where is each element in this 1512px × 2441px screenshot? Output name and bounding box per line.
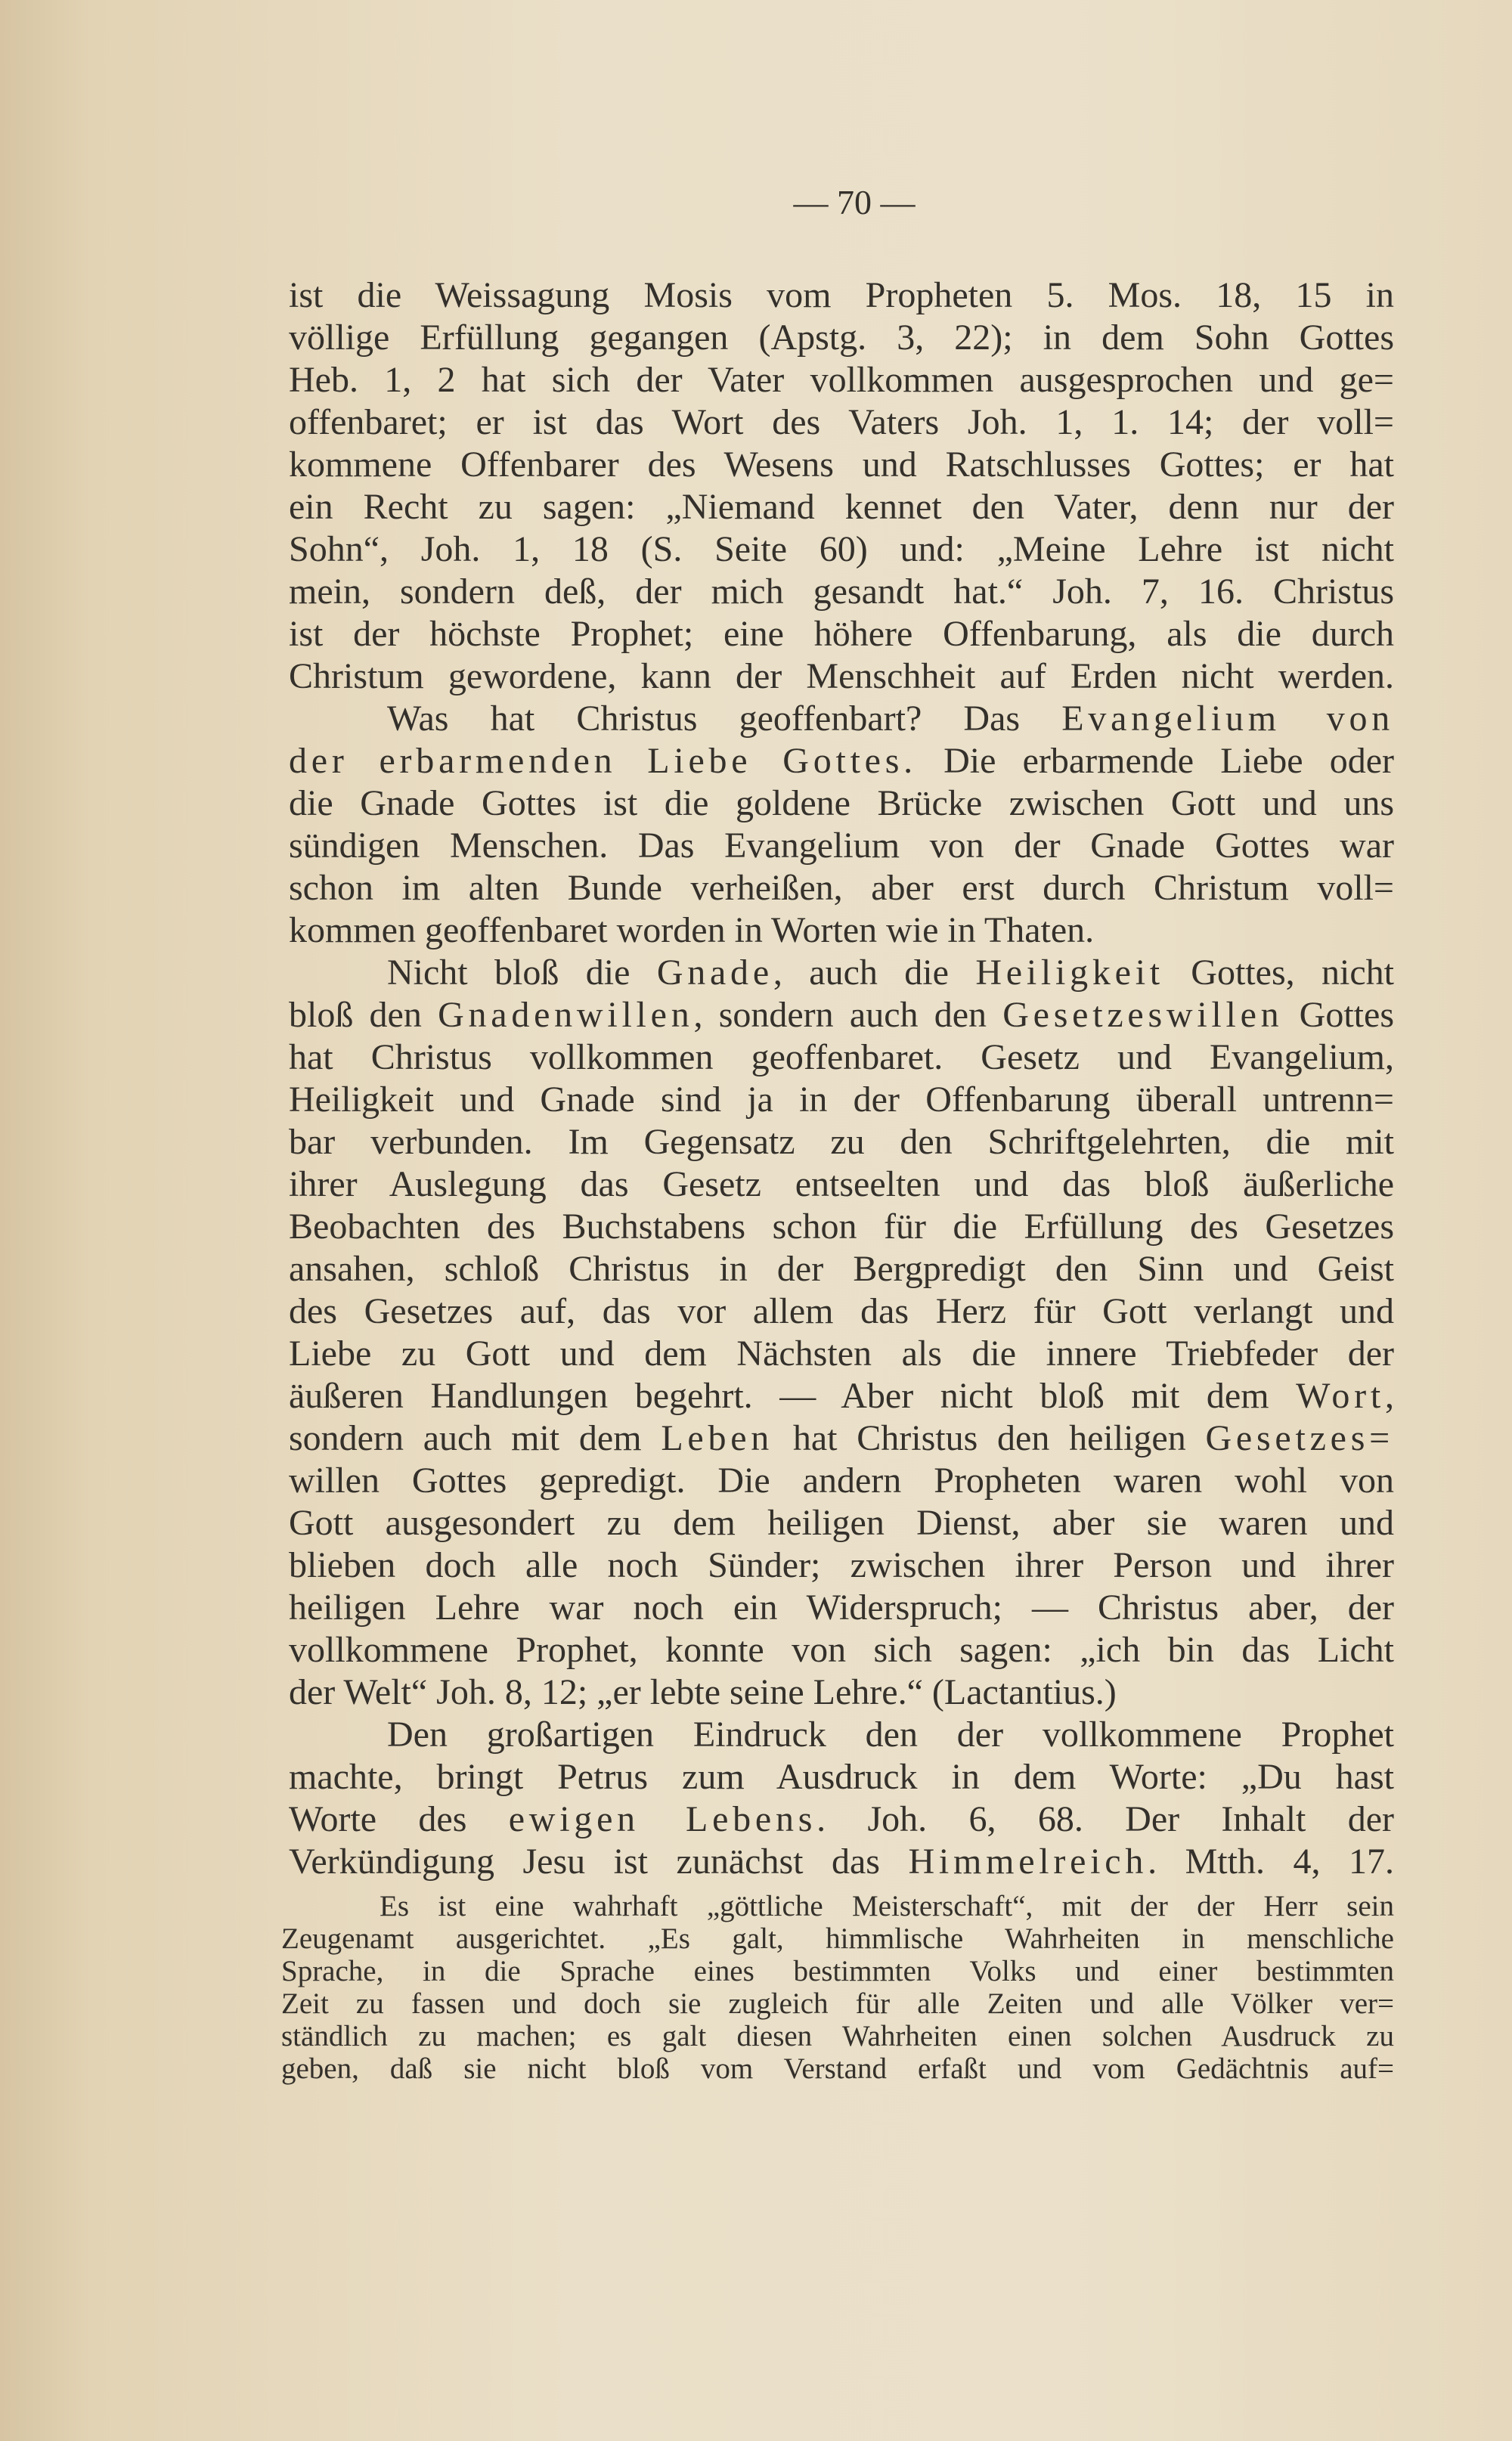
text-segment: , auch die [773,953,976,993]
text-segment: Den großartigen Eindruck den der vollkommene Prophet [387,1715,1394,1755]
text-line [289,740,1394,782]
text-line [289,1290,1394,1333]
text-segment: Sohn“, Joh. 1, 18 (S. Seite 60) und: „Meine Lehre ist nicht [289,529,1394,569]
text-line [289,528,1394,571]
text-segment: kommen geoffenbaret worden in Worten wie in Thaten. [289,910,1095,950]
text-segment: sondern auch mit dem [289,1418,662,1458]
emphasized-text: ewigen Lebens [508,1799,817,1839]
text-segment: Worte des [289,1799,509,1839]
text-segment: hat Christus vollkommen geoffenbaret. Gesetz und Evangelium, [289,1037,1394,1077]
emphasized-text: Gnadenwillen [438,995,694,1035]
footnote-line: Sprache, in die Sprache eines bestimmten Volks und einer bestimmten [281,1955,1394,1987]
text-line [289,1036,1394,1079]
text-line [289,782,1394,825]
text-line [289,1502,1394,1544]
emphasized-text: Wort [1296,1376,1385,1416]
text-segment: ihrer Auslegung das Gesetz entseelten und das bloß äußerliche [289,1164,1394,1204]
emphasized-text: Heiligkeit [975,953,1164,993]
text-segment: machte, bringt Petrus zum Ausdruck in dem Worte: „Du hast [289,1757,1394,1797]
text-segment: der Welt“ Joh. 8, 12; „er lebte seine Lehre.“ (Lactantius.) [289,1672,1117,1712]
text-line [289,1460,1394,1502]
text-segment: , sondern auch den [693,995,1003,1035]
text-segment: völlige Erfüllung gegangen (Apstg. 3, 22); in dem Sohn Gottes [289,318,1394,358]
text-line [289,698,1394,740]
text-line [289,444,1394,486]
text-segment: Was hat Christus geoffenbart? Das [387,699,1062,739]
text-line [289,1756,1394,1798]
text-line [289,317,1394,359]
footnote-line: Es ist eine wahrhaft „göttliche Meisterschaft“, mit der der Herr sein [380,1890,1394,1922]
text-line [289,1375,1394,1417]
emphasized-text: der erbarmenden Liebe Gottes. [289,741,917,781]
text-line [289,1798,1394,1841]
text-segment: Nicht bloß die [387,953,657,993]
text-line [289,1163,1394,1206]
emphasized-text: Leben [661,1418,774,1458]
text-line [289,825,1394,867]
text-line [289,1587,1394,1629]
paragraph [289,952,1394,1714]
emphasized-text: Himmelreich [908,1842,1148,1882]
text-segment: sündigen Menschen. Das Evangelium von der Gnade Gottes war [289,826,1394,866]
text-segment: Liebe zu Gott und dem Nächsten als die innere Triebfeder der [289,1334,1394,1374]
text-line [289,994,1394,1036]
paragraph [289,1714,1394,1883]
text-line [289,1629,1394,1671]
text-segment: mein, sondern deß, der mich gesandt hat.“ Joh. 7, 16. Christus [289,572,1394,612]
text-segment: heiligen Lehre war noch ein Widerspruch; — Christus aber, der [289,1588,1394,1628]
text-segment: . Joh. 6, 68. Der Inhalt der [816,1799,1394,1839]
text-line [289,1079,1394,1121]
text-segment: Heiligkeit und Gnade sind ja in der Offenbarung überall untrenn= [289,1080,1394,1120]
text-segment: ist der höchste Prophet; eine höhere Offenbarung, als die durch [289,614,1394,654]
text-segment: Gottes [1283,995,1394,1035]
text-segment: hat Christus den heiligen [773,1418,1206,1458]
footnote-line: Zeit zu fassen und doch sie zugleich für alle Zeiten und alle Völker ver= [281,1987,1394,2020]
text-line [289,613,1394,655]
text-line [289,1714,1394,1756]
text-line [289,359,1394,401]
text-segment: Gott ausgesondert zu dem heiligen Dienst, aber sie waren und [289,1503,1394,1543]
page-number: — 70 — [793,183,916,221]
paragraph [289,274,1394,698]
text-line [289,867,1394,909]
footnote-line: geben, daß sie nicht bloß vom Verstand erfaßt und vom Gedächtnis auf= [281,2052,1394,2085]
text-line [289,1333,1394,1375]
text-line [289,1248,1394,1290]
text-segment: , [1385,1376,1394,1416]
text-line [289,909,1394,952]
text-segment: ansahen, schloß Christus in der Bergpredigt den Sinn und Geist [289,1249,1394,1289]
text-line [289,1121,1394,1163]
text-line [289,486,1394,528]
text-line [289,1841,1394,1883]
text-line [289,571,1394,613]
text-segment: bloß den [289,995,438,1035]
text-segment: ist die Weissagung Mosis vom Propheten 5. Mos. 18, 15 in [289,275,1394,315]
text-segment: des Gesetzes auf, das vor allem das Herz für Gott verlangt und [289,1291,1394,1331]
text-segment: offenbaret; er ist das Wort des Vaters Joh. 1, 1. 14; der voll= [289,402,1394,442]
text-segment: blieben doch alle noch Sünder; zwischen ihrer Person und ihrer [289,1545,1394,1585]
text-segment: bar verbunden. Im Gegensatz zu den Schriftgelehrten, die mit [289,1122,1394,1162]
main-text [289,274,1394,1883]
text-segment: kommene Offenbarer des Wesens und Ratschlusses Gottes; er hat [289,445,1394,485]
emphasized-text: Gnade [656,953,773,993]
text-segment: Verkündigung Jesu ist zunächst das [289,1842,909,1882]
text-segment: Gottes, nicht [1163,953,1394,993]
text-segment: willen Gottes gepredigt. Die andern Propheten waren wohl von [289,1461,1394,1501]
footnote-line: Zeugenamt ausgerichtet. „Es galt, himmlische Wahrheiten in menschliche [281,1922,1394,1955]
footnote [281,1890,1394,2085]
text-segment: vollkommene Prophet, konnte von sich sagen: „ich bin das Licht [289,1630,1394,1670]
text-line [289,274,1394,317]
emphasized-text: Gesetzeswillen [1002,995,1284,1035]
text-segment: Christum gewordene, kann der Menschheit auf Erden nicht werden. [289,656,1394,696]
text-line [289,1544,1394,1587]
text-segment: die Gnade Gottes ist die goldene Brücke zwischen Gott und uns [289,783,1394,823]
text-segment: Beobachten des Buchstabens schon für die Erfüllung des Gesetzes [289,1207,1394,1247]
text-line [289,1671,1394,1714]
text-segment: . Mtth. 4, 17. [1148,1842,1394,1882]
footnote-line: ständlich zu machen; es galt diesen Wahrheiten einen solchen Ausdruck zu [281,2020,1394,2052]
text-segment: äußeren Handlungen begehrt. — Aber nicht bloß mit dem [289,1376,1297,1416]
text-segment: Die erbarmende Liebe oder [916,741,1394,781]
text-segment: Heb. 1, 2 hat sich der Vater vollkommen ausgesprochen und ge= [289,360,1394,400]
text-line [289,401,1394,444]
paragraph [289,698,1394,952]
text-line [289,1417,1394,1460]
text-line [289,1206,1394,1248]
text-segment: ein Recht zu sagen: „Niemand kennet den Vater, denn nur der [289,487,1394,527]
text-segment: schon im alten Bunde verheißen, aber erst durch Christum voll= [289,868,1394,908]
text-line [289,952,1394,994]
text-line [289,655,1394,698]
emphasized-text: Evangelium von [1061,699,1394,739]
emphasized-text: Gesetzes= [1205,1418,1394,1458]
